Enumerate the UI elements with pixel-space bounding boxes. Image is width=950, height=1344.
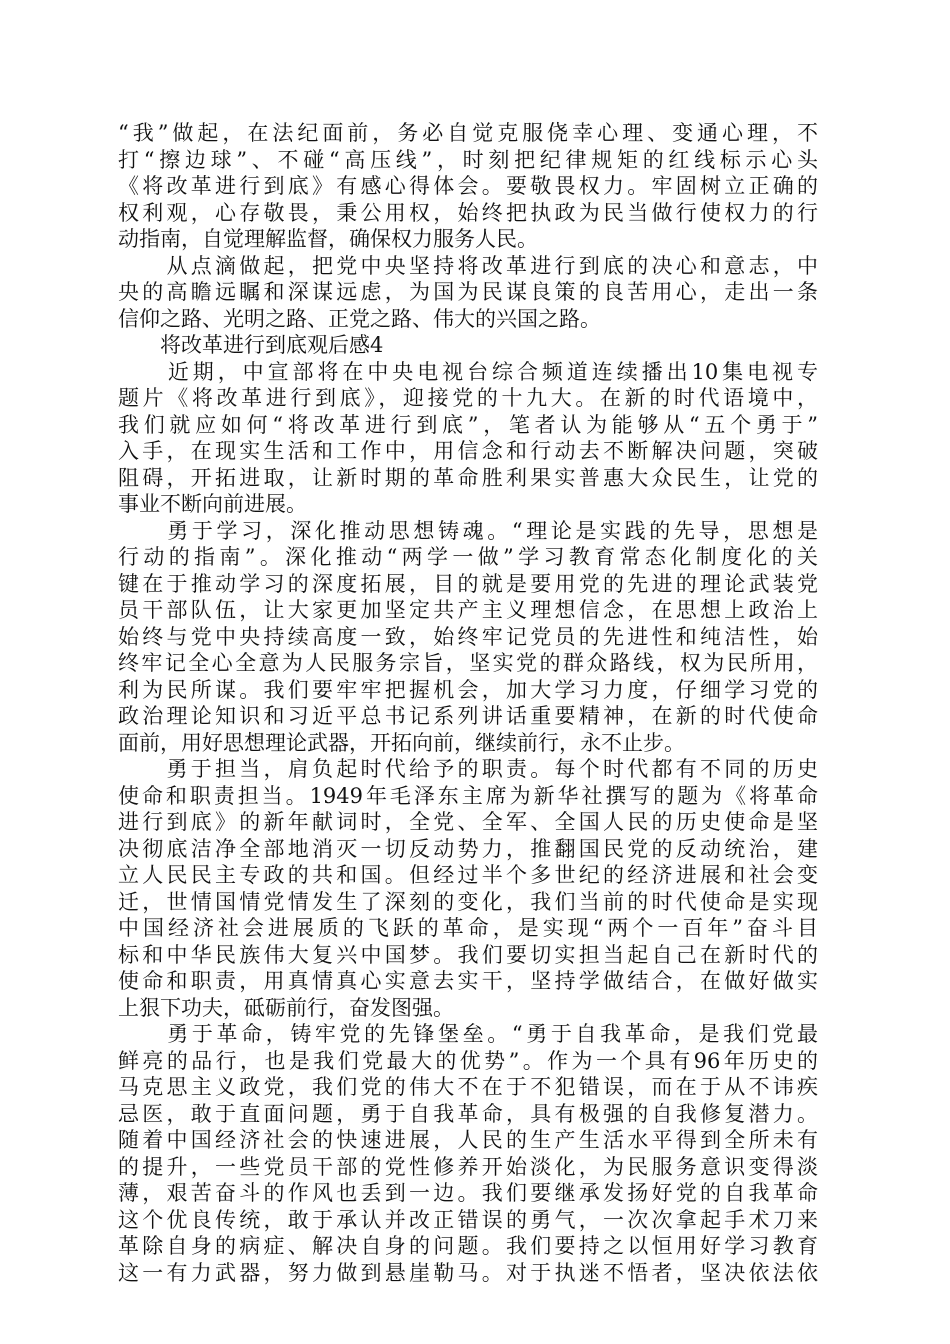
text-line: 将改革进行到底观后感4 [118, 333, 384, 357]
text-line: 信仰之路、光明之路、正党之路、伟大的兴国之路。 [118, 306, 601, 331]
text-line: 这个优良传统，敢于承认并改正错误的勇气，一次次拿起手术刀来 [118, 1207, 818, 1232]
text-line: 中国经济社会进展质的飞跃的革命，是实现“两个一百年”奋斗目 [118, 916, 818, 940]
text-line: 终牢记全心全意为人民服务宗旨，坚实党的群众路线，权为民所用， [118, 651, 818, 675]
text-line: 迁，世情国情党情发生了深刻的变化，我们当前的时代使命是实现 [118, 889, 818, 914]
text-line: 事业不断向前进展。 [118, 492, 307, 516]
text-line: 革除自身的病症、解决自身的问题。我们要持之以恒用好学习教育 [118, 1234, 818, 1258]
text-line: 这一有力武器，努力做到悬崖勒马。对于执迷不悟者，坚决依法依 [118, 1260, 818, 1285]
text-line: 勇于担当，肩负起时代给予的职责。每个时代都有不同的历史 [118, 757, 818, 781]
text-line: 忌医，敢于直面问题，勇于自我革命，具有极强的自我修复潜力。 [118, 1101, 818, 1126]
text-line: 进行到底》的新年献词时，全党、全军、全国人民的历史使命是坚 [118, 810, 818, 834]
text-line: 立人民民主专政的共和国。但经过半个多世纪的经济进展和社会变 [118, 863, 818, 887]
text-line: 权利观，心存敬畏，秉公用权，始终把执政为民当做行使权力的行 [118, 200, 818, 225]
text-line: 从点滴做起，把党中央坚持将改革进行到底的决心和意志，中 [118, 253, 818, 278]
text-line: 动指南，自觉理解监督，确保权力服务人民。 [118, 227, 538, 251]
text-line: 的提升，一些党员干部的党性修养开始淡化，为民服务意识变得淡 [118, 1154, 818, 1179]
text-line: 《将改革进行到底》有感心得体会。要敬畏权力。牢固树立正确的 [118, 174, 818, 198]
text-line: “我”做起，在法纪面前，务必自觉克服侥幸心理、变通心理，不 [118, 121, 818, 145]
text-line: 入手，在现实生活和工作中，用信念和行动去不断解决问题，突破 [118, 439, 818, 463]
text-line: 上狠下功夫，砥砺前行，奋发图强。 [118, 995, 454, 1020]
text-line: 我们就应如何“将改革进行到底”，笔者认为能够从“五个勇于” [118, 412, 818, 437]
text-line: 阻碍，开拓进取，让新时期的革命胜利果实普惠大众民生，让党的 [118, 465, 818, 490]
document-body [118, 120, 818, 1286]
text-line: 标和中华民族伟大复兴中国梦。我们要切实担当起自己在新时代的 [118, 942, 818, 967]
text-line: 鲜亮的品行，也是我们党最大的优势”。作为一个具有96年历史的 [118, 1048, 818, 1073]
text-line: 决彻底洁净全部地消灭一切反动势力，推翻国民党的反动统治，建 [118, 836, 818, 861]
text-line: 马克思主义政党，我们党的伟大不在于不犯错误，而在于从不讳疾 [118, 1075, 818, 1099]
text-line: 始终与党中央持续高度一致，始终牢记党员的先进性和纯洁性，始 [118, 624, 818, 649]
text-line: 题片《将改革进行到底》，迎接党的十九大。在新的时代语境中， [118, 386, 818, 410]
text-line: 键在于推动学习的深度拓展，目的就是要用党的先进的理论武装党 [118, 571, 818, 596]
text-line: 政治理论知识和习近平总书记系列讲话重要精神，在新的时代使命 [118, 704, 818, 728]
text-line: 面前，用好思想理论武器，开拓向前，继续前行，永不止步。 [118, 730, 685, 755]
text-line: 利为民所谋。我们要牢牢把握机会，加大学习力度，仔细学习党的 [118, 677, 818, 702]
text-line: 央的高瞻远瞩和深谋远虑，为国为民谋良策的良苦用心，走出一条 [118, 280, 818, 304]
text-line: 行动的指南”。深化推动“两学一做”学习教育常态化制度化的关 [118, 545, 818, 569]
text-line: 随着中国经济社会的快速进展，人民的生产生活水平得到全所未有 [118, 1128, 818, 1152]
text-line: 打“擦边球”、不碰“高压线”，时刻把纪律规矩的红线标示心头 [118, 147, 818, 172]
text-line: 勇于学习，深化推动思想铸魂。“理论是实践的先导，思想是 [118, 518, 818, 543]
text-line: 薄，艰苦奋斗的作风也丢到一边。我们要继承发扬好党的自我革命 [118, 1181, 818, 1205]
text-line: 使命和职责担当。1949年毛泽东主席为新华社撰写的题为《将革命 [118, 783, 818, 808]
text-line: 使命和职责，用真情真心实意去实干，坚持学做结合，在做好做实 [118, 969, 818, 993]
text-line: 勇于革命，铸牢党的先锋堡垒。“勇于自我革命，是我们党最 [118, 1022, 818, 1046]
text-line: 员干部队伍，让大家更加坚定共产主义理想信念，在思想上政治上 [118, 598, 818, 622]
text-line: 近期，中宣部将在中央电视台综合频道连续播出10集电视专 [118, 359, 818, 384]
